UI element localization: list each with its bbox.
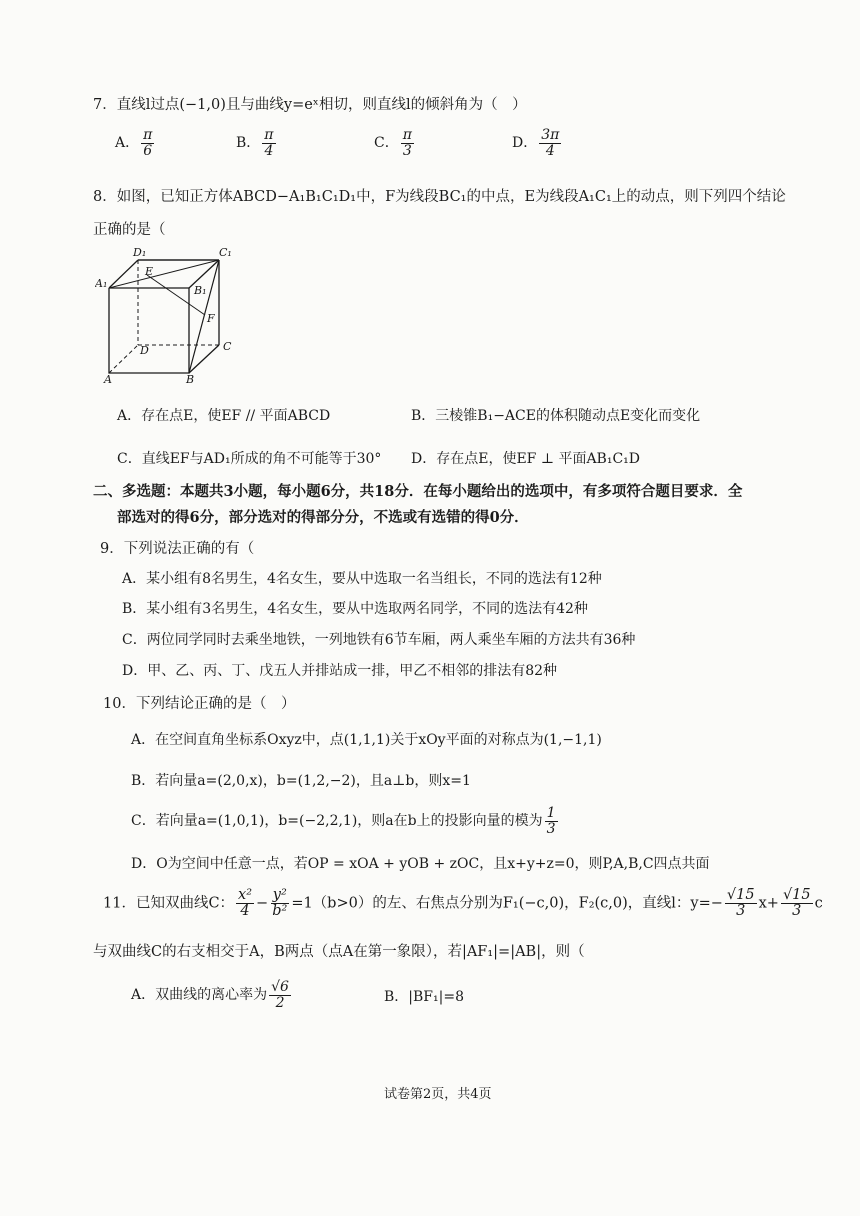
q11-option-a-label: A．双曲线的离心率为 — [131, 987, 268, 1004]
q9-stem: 9．下列说法正确的有（ — [100, 541, 255, 557]
q7-option-d-label: D． — [512, 135, 538, 152]
q11-stem-part-d: c — [814, 895, 823, 912]
q8-option-a: A．存在点E，使EF // 平面ABCD — [117, 408, 331, 424]
label-b: B — [186, 373, 195, 385]
q8-stem-line2: 正确的是（ — [93, 222, 166, 238]
q11-stem-part-a: 11．已知双曲线C： — [103, 895, 235, 912]
q11-option-b: B．|BF₁|=8 — [384, 989, 464, 1005]
q11-frac-x2-4: $\frac{\text{x²}}{4}$ — [238, 887, 253, 920]
q7-option-a-label: A． — [115, 135, 140, 152]
q10-option-c — [131, 806, 560, 836]
q7-option-a-value: $\frac{\pi}{6}$ — [143, 127, 153, 159]
q11-stem-line2: 与双曲线C的右支相交于A，B两点（点A在第一象限），若|AF₁|=|AB|，则（ — [93, 944, 585, 960]
q10-option-a: A．在空间直角坐标系Oxyz中，点(1,1,1)关于xOy平面的对称点为(1,−1,1) — [131, 732, 602, 748]
q11-frac-sqrt15-3-a: $\frac{√15}{3}$ — [726, 887, 755, 920]
section2-line1: 二、多选题：本题共3小题，每小题6分，共18分．在每小题给出的选项中，有多项符合题目要求．全 — [93, 483, 743, 500]
q8-option-c: C．直线EF与AD₁所成的角不可能等于30° — [117, 451, 382, 467]
q9-option-a: A．某小组有8名男生，4名女生，要从中选取一名当组长，不同的选法有12种 — [122, 571, 602, 587]
page-footer: 试卷第2页，共4页 — [384, 1087, 492, 1102]
label-d: D — [140, 344, 149, 357]
q7-option-b-value: $\frac{\pi}{4}$ — [264, 127, 274, 159]
q10-option-c-text: C．若向量a=(1,0,1)，b=(−2,2,1)，则a在b上的投影向量的模为 — [131, 813, 543, 830]
label-a1: A₁ — [95, 277, 108, 290]
q11-stem-part-b: =1（b>0）的左、右焦点分别为F₁(−c,0)，F₂(c,0)，直线l：y=− — [291, 895, 723, 912]
q7-option-b-label: B． — [236, 135, 261, 152]
label-c: C — [223, 340, 232, 353]
q11-option-a — [131, 980, 293, 1010]
label-f: F — [207, 312, 215, 325]
q7-option-a — [115, 128, 156, 158]
q11-frac-sqrt15-3-b: $\frac{√15}{3}$ — [782, 887, 811, 920]
q11-option-a-fraction: $\frac{√6}{2}$ — [271, 979, 289, 1011]
q7-option-d-value: $\frac{3\pi}{4}$ — [541, 127, 560, 159]
q8-cube-figure — [95, 245, 255, 385]
q7-option-b — [236, 128, 278, 158]
q11-minus: − — [256, 895, 269, 912]
q11-stem-part-c: x+ — [758, 895, 779, 912]
label-b1: B₁ — [194, 284, 207, 297]
q7-option-c — [374, 128, 416, 158]
q9-option-b: B．某小组有3名男生，4名女生，要从中选取两名同学，不同的选法有42种 — [122, 601, 588, 617]
q7-option-d — [512, 128, 563, 158]
q11-stem-line1 — [103, 888, 823, 919]
label-c1: C₁ — [219, 246, 232, 259]
q9-option-d: D．甲、乙、丙、丁、戊五人并排站成一排，甲乙不相邻的排法有82种 — [122, 663, 558, 679]
label-a: A — [104, 373, 112, 385]
q7-stem: 7．直线l过点(−1,0)且与曲线y=eˣ相切，则直线l的倾斜角为（ ） — [93, 97, 527, 113]
q10-option-d: D．O为空间中任意一点，若OP = xOA + yOB + zOC，且x+y+z=0，则P,A,B,C四点共面 — [131, 856, 710, 872]
q10-option-b: B．若向量a=(2,0,x)，b=(1,2,−2)，且a⊥b，则x=1 — [131, 773, 471, 789]
label-d1: D₁ — [133, 246, 147, 259]
q10-option-c-fraction: $\frac{1}{3}$ — [546, 805, 556, 837]
q7-option-c-label: C． — [374, 135, 399, 152]
q9-option-c: C．两位同学同时去乘坐地铁，一列地铁有6节车厢，两人乘坐车厢的方法共有36种 — [122, 632, 636, 648]
section2-line2: 部选对的得6分，部分选对的得部分分，不选或有选错的得0分． — [117, 509, 529, 526]
q8-option-d: D．存在点E，使EF ⊥ 平面AB₁C₁D — [411, 451, 641, 467]
q10-stem: 10．下列结论正确的是（ ） — [103, 696, 296, 712]
q11-frac-y2-b2: $\frac{\text{y²}}{\text{b²}}$ — [272, 887, 288, 920]
q8-stem-line1: 8．如图，已知正方体ABCD−A₁B₁C₁D₁中，F为线段BC₁的中点，E为线段A₁C₁上的动点，则下列四个结论 — [93, 189, 786, 205]
q8-option-b: B．三棱锥B₁−ACE的体积随动点E变化而变化 — [411, 408, 701, 424]
label-e: E — [145, 265, 154, 278]
q7-option-c-value: $\frac{\pi}{3}$ — [402, 127, 412, 159]
